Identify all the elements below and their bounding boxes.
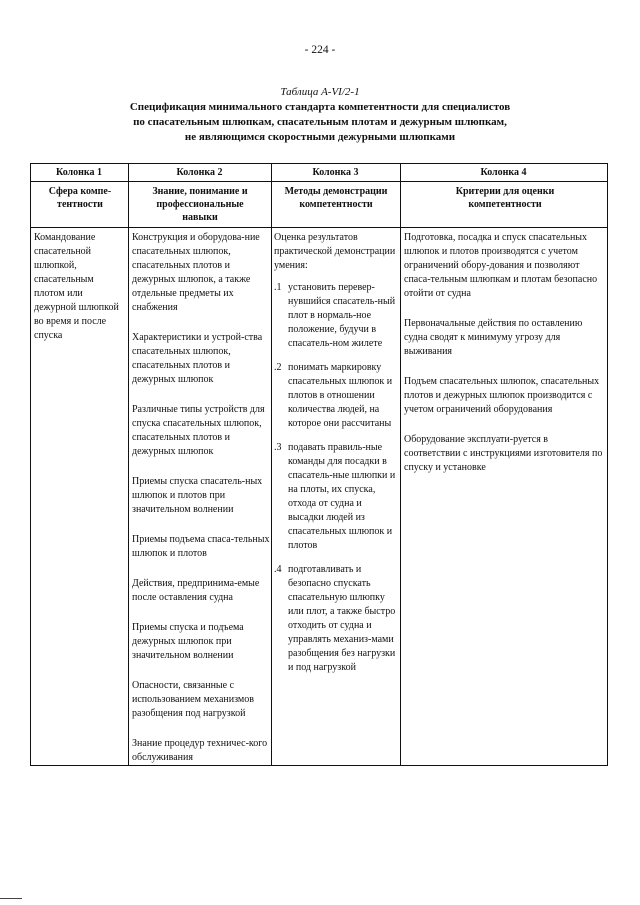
subheader-knowledge: Знание, понимание и профессиональные навыки [152, 186, 248, 223]
knowledge-paragraph: Приемы спуска и подъема дежурных шлюпок при значительном волнении [132, 622, 244, 661]
knowledge-paragraph: Характеристики и устрой-ства спасательных шлюпок, спасательных плотов и дежурных шлюпок [132, 332, 263, 385]
item-text: понимать маркировку спасательных шлюпок и плотов в отношении количества людей, на которое они рассчитаны [288, 362, 393, 429]
column-header-4: Колонка 4 [480, 167, 527, 178]
header-divider [30, 181, 608, 182]
methods-cell [274, 231, 398, 685]
methods-intro: Оценка результатов практической демонстрации умения: [274, 232, 396, 271]
col-border-2 [271, 163, 272, 766]
knowledge-cell [132, 231, 270, 781]
methods-item [274, 281, 398, 351]
item-text: установить перевер-нувшийся спасатель-ный плот в нормаль-ное положение, будучи в спасатель-ном жилете [288, 282, 396, 349]
item-text: подготавливать и безопасно спускать спасательную шлюпку или плот, а также быстро отходить от судна и управлять механиз-мами разобщения без нагрузки и под нагрузкой [288, 564, 396, 673]
heading-line-2: по спасательным шлюпкам, спасательным плотам и дежурным шлюпкам, [133, 116, 507, 128]
heading-line-1: Спецификация минимального стандарта компетентности для специалистов [129, 101, 511, 113]
criteria-cell [404, 231, 604, 491]
table-border-bottom [30, 765, 608, 766]
col-border-right [607, 163, 608, 766]
knowledge-paragraph: Знание процедур техничес-кого обслуживания [132, 738, 268, 763]
page-number: - 224 - [304, 44, 336, 56]
knowledge-paragraph: Конструкция и оборудова-ние спасательных шлюпок, спасательных плотов и дежурных шлюпок, а также отдельные предметы их снабжения [132, 232, 260, 313]
subheader-competence: Сфера компе-тентности [48, 186, 112, 210]
competence-cell: Командование спасательной шлюпкой, спасательным плотом или дежурной шлюпкой во время и после спуска [34, 232, 119, 341]
specification-heading [60, 100, 580, 145]
knowledge-paragraph: Различные типы устройств для спуска спасательных шлюпок, спасательных плотов и дежурных шлюпок [132, 404, 265, 457]
col-border-1 [128, 163, 129, 766]
column-header-1: Колонка 1 [55, 167, 103, 178]
subheader-divider [30, 227, 608, 228]
methods-item [274, 361, 398, 431]
knowledge-paragraph: Действия, предпринима-емые после оставления судна [132, 578, 260, 603]
item-number: .2 [274, 362, 282, 373]
col-border-left [30, 163, 31, 766]
criteria-paragraph: Подъем спасательных шлюпок, спасательных плотов и дежурных шлюпок производится с учетом ограничений оборудования [404, 376, 600, 415]
column-header-2: Колонка 2 [176, 167, 223, 178]
item-number: .1 [274, 282, 282, 293]
subheader-methods: Методы демонстрации компетентности [284, 186, 388, 210]
knowledge-paragraph: Приемы подъема спаса-тельных шлюпок и плотов [132, 534, 270, 559]
criteria-paragraph: Подготовка, посадка и спуск спасательных шлюпок и плотов производятся с учетом ограничений обору-дования и позволяют спаса-тельным шлюпкам и плотам безопасно отойти от судна [404, 232, 598, 299]
methods-item [274, 563, 398, 675]
competence-table [30, 163, 608, 766]
scan-edge-mark [0, 898, 22, 899]
column-header-3: Колонка 3 [312, 167, 359, 178]
item-text: подавать правиль-ные команды для посадки в спасатель-ные шлюпки и на плоты, их спуска, отхода от судна и высадки людей из спасательных шлюпок и плотов [288, 442, 396, 551]
criteria-paragraph: Первоначальные действия по оставлению судна сводят к минимуму угрозу для выживания [404, 318, 583, 357]
item-number: .4 [274, 564, 282, 575]
subheader-criteria: Критерии для оценки компетентности [455, 186, 555, 210]
knowledge-paragraph: Приемы спуска спасатель-ных шлюпок и плотов при значительном волнении [132, 476, 263, 515]
table-label: Таблица A-VI/2-1 [280, 86, 360, 98]
methods-item [274, 441, 398, 553]
item-number: .3 [274, 442, 282, 453]
table-border-top [30, 163, 608, 164]
knowledge-paragraph: Опасности, связанные с использованием механизмов разобщения под нагрузкой [132, 680, 254, 719]
criteria-paragraph: Оборудование эксплуати-руется в соответствии с инструкциями изготовителя по спуску и установке [404, 434, 603, 473]
col-border-3 [400, 163, 401, 766]
heading-line-3: не являющимся скоростными дежурными шлюпками [184, 131, 456, 143]
